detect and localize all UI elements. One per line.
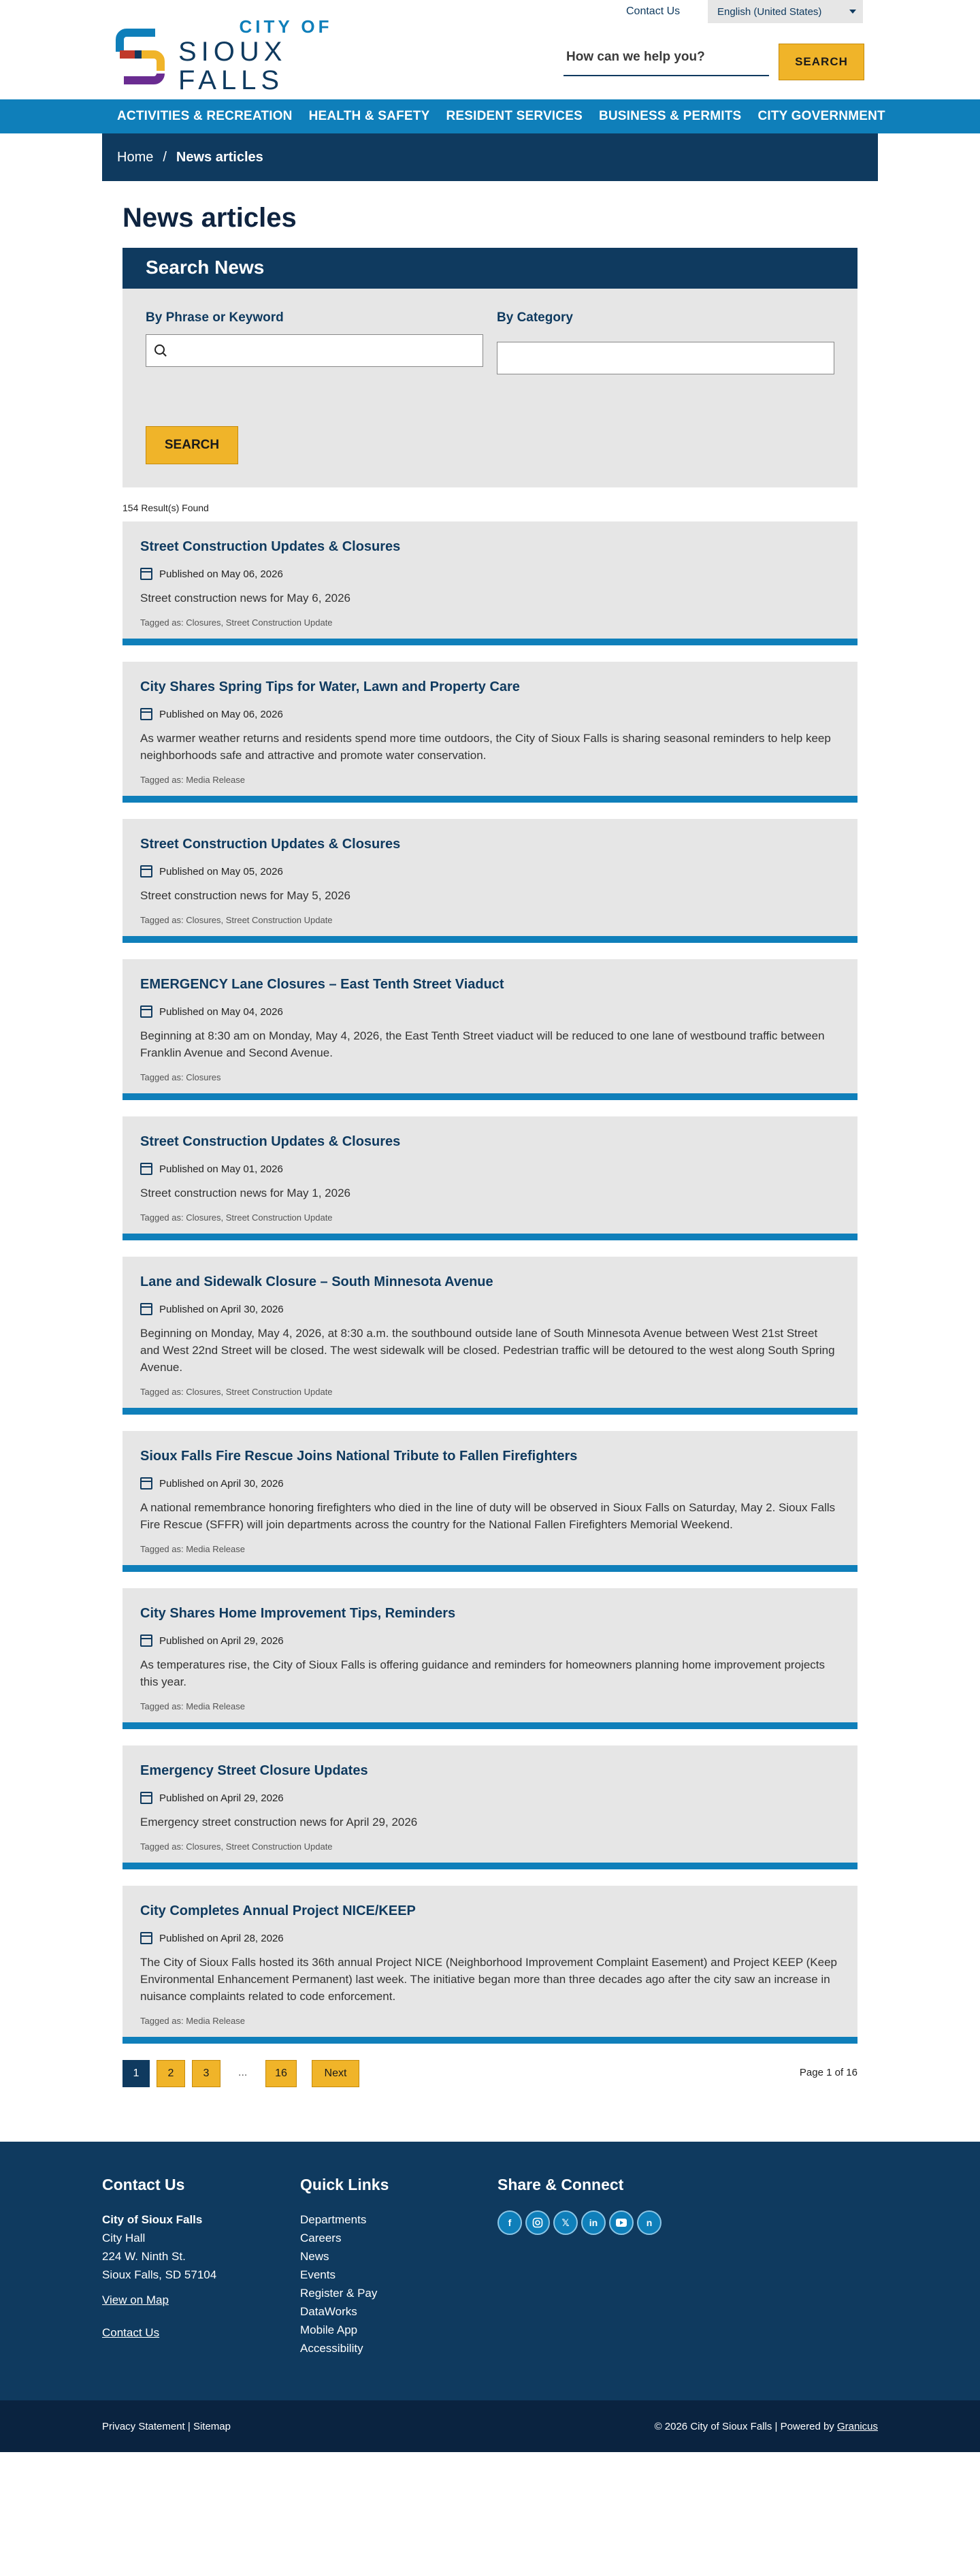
page-button-2[interactable]: 2: [157, 2060, 185, 2087]
article-date: [140, 1477, 840, 1490]
article-card: [122, 521, 858, 645]
article-summary: As warmer weather returns and residents spend more time outdoors, the City of Sioux Falls is sharing seasonal reminders to help keep neighborhoods safe and attractive and promote water conservation.: [140, 732, 831, 762]
article-summary: Beginning on Monday, May 4, 2026, at 8:30 a.m. the southbound outside lane of South Minnesota Avenue between West 21st Street and West 22nd Street will be closed. The west sidewalk will be closed. Pedestrian traffic will be detoured to the west along South Spring Avenue.: [140, 1327, 835, 1374]
search-panel-heading: Search News: [122, 248, 858, 289]
nav-city-government[interactable]: CITY GOVERNMENT: [757, 109, 885, 123]
quick-link-careers[interactable]: Careers: [300, 2232, 342, 2244]
article-date-text: Published on April 30, 2026: [159, 1477, 284, 1490]
linkedin-icon[interactable]: in: [581, 2210, 606, 2235]
page-button-last[interactable]: 16: [265, 2060, 297, 2087]
calendar-icon: [140, 1635, 152, 1647]
view-on-map-link[interactable]: View on Map: [102, 2293, 169, 2306]
nav-health-safety[interactable]: HEALTH & SAFETY: [308, 109, 430, 123]
pagination: [122, 2060, 858, 2087]
footer-contact-heading: Contact Us: [102, 2176, 185, 2193]
logo-line-2: SIOUX FALLS: [178, 36, 287, 95]
article-summary: The City of Sioux Falls hosted its 36th annual Project NICE (Neighborhood Improvement Complaint Easement) and Project KEEP (Keep Environmental Enhancement Permanent) last week. The initiative began more than three decades ago after the city saw an increase in nuisance complaints related to code enforcement.: [140, 1956, 837, 2003]
article-tags: Tagged as: Media Release: [140, 775, 245, 785]
article-card: [122, 1886, 858, 2044]
article-tags: Tagged as: Closures, Street Construction Update: [140, 915, 333, 925]
youtube-icon[interactable]: [609, 2210, 634, 2235]
article-date: [140, 865, 840, 878]
page-button-3[interactable]: 3: [192, 2060, 220, 2087]
city-logo[interactable]: [114, 16, 393, 95]
keyword-label: By Phrase or Keyword: [146, 310, 284, 325]
article-date: [140, 708, 840, 720]
article-title-link[interactable]: City Shares Home Improvement Tips, Reminders: [140, 1606, 456, 1621]
article-date: [140, 568, 840, 580]
footer-copyright: [655, 2421, 878, 2432]
article-date: [140, 1635, 840, 1647]
article-summary: Beginning at 8:30 am on Monday, May 4, 2026, the East Tenth Street viaduct will be reduced to one lane of westbound traffic between Franklin Avenue and Second Avenue.: [140, 1029, 825, 1059]
breadcrumb-separator: /: [163, 149, 167, 165]
article-date-text: Published on May 06, 2026: [159, 568, 283, 580]
article-date-text: Published on April 29, 2026: [159, 1635, 284, 1647]
article-date-text: Published on May 01, 2026: [159, 1163, 283, 1175]
footer-legal-links[interactable]: Privacy Statement | Sitemap: [102, 2421, 231, 2432]
x-icon[interactable]: 𝕏: [553, 2210, 578, 2235]
article-list: [122, 521, 858, 2044]
article-tags: Tagged as: Media Release: [140, 1701, 245, 1711]
article-title-link[interactable]: City Shares Spring Tips for Water, Lawn and Property Care: [140, 679, 520, 694]
breadcrumb: [102, 133, 878, 181]
footer-quick-links: [300, 2176, 389, 2357]
quick-link-departments[interactable]: Departments: [300, 2213, 367, 2226]
footer-building: City Hall: [102, 2232, 146, 2244]
article-title-link[interactable]: City Completes Annual Project NICE/KEEP: [140, 1903, 416, 1918]
footer-contact-link[interactable]: Contact Us: [102, 2326, 160, 2339]
quick-link-news[interactable]: News: [300, 2250, 329, 2263]
footer-share: [497, 2176, 665, 2235]
calendar-icon: [140, 865, 152, 878]
calendar-icon: [140, 1932, 152, 1944]
header-search-field: [564, 41, 769, 76]
main-nav: [0, 99, 980, 133]
article-card: [122, 1588, 858, 1729]
utility-contact-link[interactable]: Contact Us: [626, 5, 681, 17]
article-tags: Tagged as: Closures, Street Construction Update: [140, 1841, 333, 1852]
article-tags: Tagged as: Closures: [140, 1072, 221, 1082]
utility-bar: [0, 0, 980, 23]
granicus-link[interactable]: Granicus: [836, 2421, 878, 2432]
category-label: By Category: [497, 310, 573, 325]
chevron-down-icon: [849, 10, 856, 14]
article-summary: As temperatures rise, the City of Sioux Falls is offering guidance and reminders for homeowners planning home improvement projects this year.: [140, 1658, 826, 1688]
search-icon: [154, 344, 165, 355]
footer-bottom-bar: [0, 2400, 980, 2452]
keyword-input[interactable]: [146, 334, 483, 367]
news-search-button[interactable]: SEARCH: [146, 426, 238, 464]
article-title-link[interactable]: Sioux Falls Fire Rescue Joins National Tribute to Fallen Firefighters: [140, 1449, 578, 1464]
article-date: [140, 1303, 840, 1315]
article-tags: Tagged as: Closures, Street Construction Update: [140, 1387, 333, 1397]
article-date-text: Published on May 06, 2026: [159, 708, 283, 720]
footer-share-heading: Share & Connect: [497, 2176, 624, 2193]
copyright-text: © 2026 City of Sioux Falls | Powered by: [654, 2421, 837, 2432]
footer-quick-heading: Quick Links: [300, 2176, 389, 2193]
nextdoor-icon[interactable]: n: [637, 2210, 662, 2235]
article-summary: Emergency street construction news for April 29, 2026: [140, 1816, 418, 1829]
breadcrumb-current: News articles: [176, 149, 263, 165]
instagram-icon[interactable]: [525, 2210, 550, 2235]
quick-link-accessibility[interactable]: Accessibility: [300, 2342, 363, 2355]
article-title-link[interactable]: Street Construction Updates & Closures: [140, 539, 401, 554]
page-info: Page 1 of 16: [799, 2067, 858, 2078]
calendar-icon: [140, 1792, 152, 1804]
calendar-icon: [140, 1163, 152, 1175]
language-select[interactable]: [708, 0, 863, 23]
article-summary: Street construction news for May 5, 2026: [140, 889, 350, 902]
quick-link-register-pay[interactable]: Register & Pay: [300, 2287, 378, 2300]
quick-link-dataworks[interactable]: DataWorks: [300, 2305, 357, 2318]
article-card: [122, 1745, 858, 1869]
header-search-input[interactable]: [564, 41, 769, 74]
logo-line-1: CITY OF: [239, 16, 333, 37]
footer-org: City of Sioux Falls: [102, 2213, 203, 2226]
article-date: [140, 1005, 840, 1018]
article-title-link[interactable]: Street Construction Updates & Closures: [140, 1134, 401, 1149]
page-button-1[interactable]: 1: [122, 2060, 150, 2087]
language-label: English (United States): [717, 5, 822, 18]
main-content: [122, 203, 858, 2087]
article-card: [122, 1257, 858, 1415]
calendar-icon: [140, 1005, 152, 1018]
calendar-icon: [140, 708, 152, 720]
article-summary: Street construction news for May 6, 2026: [140, 592, 350, 605]
article-card: [122, 1431, 858, 1572]
article-card: [122, 819, 858, 943]
article-tags: Tagged as: Media Release: [140, 1544, 245, 1554]
article-title-link[interactable]: Lane and Sidewalk Closure – South Minnesota Avenue: [140, 1274, 493, 1289]
site-footer: [0, 2142, 980, 2400]
article-date-text: Published on April 29, 2026: [159, 1792, 284, 1804]
article-card: [122, 662, 858, 803]
quick-link-mobile-app[interactable]: Mobile App: [300, 2323, 358, 2336]
nav-activities-recreation[interactable]: ACTIVITIES & RECREATION: [117, 109, 293, 123]
results-count: 154 Result(s) Found: [122, 502, 209, 513]
article-date-text: Published on May 04, 2026: [159, 1005, 283, 1018]
article-summary: A national remembrance honoring firefighters who died in the line of duty will be observed in Sioux Falls on Saturday, May 2. Sioux Falls Fire Rescue (SFFR) will join departments across the country for the National Fallen Firefighters Memorial Weekend.: [140, 1501, 836, 1531]
article-date: [140, 1792, 840, 1804]
article-summary: Street construction news for May 1, 2026: [140, 1187, 350, 1200]
nav-business-permits[interactable]: BUSINESS & PERMITS: [598, 109, 742, 123]
next-page-button[interactable]: Next: [312, 2060, 359, 2087]
category-select[interactable]: [497, 342, 834, 374]
calendar-icon: [140, 568, 152, 580]
news-search-panel: [122, 248, 858, 487]
footer-contact: [102, 2176, 216, 2342]
page-title: News articles: [122, 203, 297, 233]
article-date: [140, 1163, 840, 1175]
calendar-icon: [140, 1477, 152, 1490]
header-search-button[interactable]: SEARCH: [779, 44, 864, 80]
article-date-text: Published on May 05, 2026: [159, 865, 283, 878]
nav-resident-services[interactable]: RESIDENT SERVICES: [446, 109, 583, 123]
article-tags: Tagged as: Media Release: [140, 2016, 245, 2026]
article-tags: Tagged as: Closures, Street Construction Update: [140, 1212, 333, 1223]
facebook-icon[interactable]: f: [497, 2210, 522, 2235]
logo-mark-icon: [114, 26, 166, 84]
quick-link-events[interactable]: Events: [300, 2268, 336, 2281]
calendar-icon: [140, 1303, 152, 1315]
article-date: [140, 1932, 840, 1944]
footer-street: 224 W. Ninth St.: [102, 2250, 186, 2263]
article-title-link[interactable]: Street Construction Updates & Closures: [140, 837, 401, 852]
article-date-text: Published on April 28, 2026: [159, 1932, 284, 1944]
article-title-link[interactable]: Emergency Street Closure Updates: [140, 1763, 368, 1778]
article-card: [122, 959, 858, 1100]
breadcrumb-home-link[interactable]: Home: [117, 149, 154, 165]
article-card: [122, 1116, 858, 1240]
footer-city: Sioux Falls, SD 57104: [102, 2268, 217, 2281]
article-date-text: Published on April 30, 2026: [159, 1303, 284, 1315]
page-ellipsis: ...: [238, 2067, 248, 2078]
article-title-link[interactable]: EMERGENCY Lane Closures – East Tenth Street Viaduct: [140, 977, 504, 992]
article-tags: Tagged as: Closures, Street Construction Update: [140, 617, 333, 628]
site-header: [0, 16, 980, 99]
logo-wordmark: [178, 16, 393, 95]
social-links: [497, 2210, 665, 2235]
